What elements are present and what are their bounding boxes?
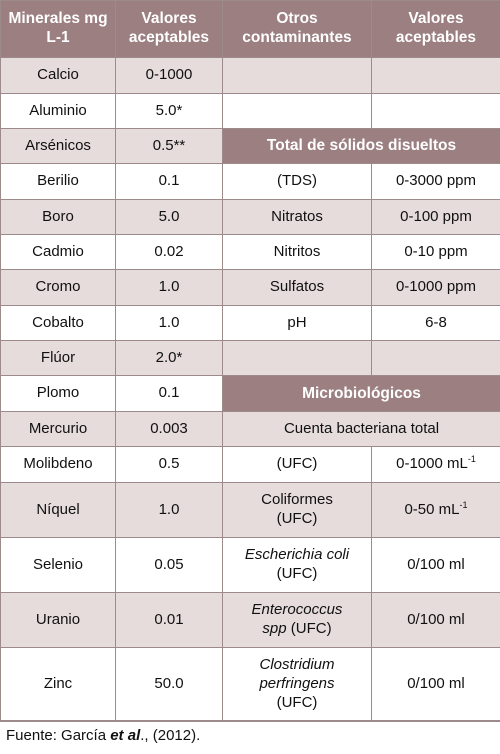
organism-unit: (UFC) — [276, 565, 318, 582]
mineral-value: 0.5** — [116, 129, 223, 164]
organism-unit: (UFC) — [276, 693, 318, 711]
mineral-name: Cadmio — [1, 235, 116, 270]
contaminant-value: 0/100 ml — [372, 648, 500, 722]
source-caption — [0, 720, 500, 754]
empty-cell — [223, 341, 372, 376]
contaminant-value — [372, 483, 500, 538]
value-exponent: -1 — [459, 499, 468, 510]
table-row — [1, 648, 500, 722]
mineral-name: Flúor — [1, 341, 116, 376]
table-row — [1, 412, 500, 447]
micro-total-count: Cuenta bacteriana total — [223, 412, 500, 447]
organism-unit: (UFC) — [290, 620, 332, 637]
mineral-name: Cobalto — [1, 306, 116, 341]
contaminant-name: pH — [223, 306, 372, 341]
mineral-name: Uranio — [1, 593, 116, 648]
table-row — [1, 447, 500, 483]
value-text: 0-1000 mL — [396, 455, 468, 473]
contaminant-value: 0/100 ml — [372, 593, 500, 648]
mineral-value: 50.0 — [116, 648, 223, 722]
table-row — [1, 593, 500, 648]
organism-name-2: perfringens — [259, 675, 335, 693]
contaminant-name: (TDS) — [223, 164, 372, 200]
contaminant-name: Nitritos — [223, 235, 372, 270]
organism-name: Clostridium — [259, 656, 335, 674]
header-valores-2: Valores aceptables — [372, 1, 500, 58]
contaminant-value: 0-3000 ppm — [372, 164, 500, 200]
empty-cell — [372, 58, 500, 94]
header-row — [1, 1, 500, 58]
table-row — [1, 306, 500, 341]
mineral-value: 0.05 — [116, 538, 223, 593]
mineral-value: 2.0* — [116, 341, 223, 376]
source-prefix: Fuente: García — [6, 727, 111, 744]
mineral-name: Cromo — [1, 270, 116, 306]
contaminant-name — [223, 538, 372, 593]
table-row — [1, 235, 500, 270]
mineral-name: Selenio — [1, 538, 116, 593]
mineral-name: Molibdeno — [1, 447, 116, 483]
header-minerales: Minerales mg L-1 — [1, 1, 116, 58]
table-row — [1, 538, 500, 593]
mineral-name: Arsénicos — [1, 129, 116, 164]
mineral-name: Mercurio — [1, 412, 116, 447]
mineral-value: 0.1 — [116, 376, 223, 412]
mineral-name: Plomo — [1, 376, 116, 412]
section-micro-title: Microbiológicos — [223, 376, 500, 412]
table-row — [1, 200, 500, 235]
mineral-value: 0.01 — [116, 593, 223, 648]
organism-name: Escherichia coli — [244, 546, 350, 564]
contaminant-value: 0/100 ml — [372, 538, 500, 593]
header-otros-contaminantes: Otros contaminantes — [223, 1, 372, 58]
table-row — [1, 270, 500, 306]
mineral-name: Boro — [1, 200, 116, 235]
table-row — [1, 341, 500, 376]
organism-name: Coliformes — [261, 491, 333, 509]
mineral-value: 1.0 — [116, 270, 223, 306]
value-text: 0-50 mL — [404, 500, 460, 518]
mineral-value: 0.02 — [116, 235, 223, 270]
header-valores-1: Valores aceptables — [116, 1, 223, 58]
contaminant-name: Nitratos — [223, 200, 372, 235]
mineral-value: 1.0 — [116, 306, 223, 341]
table-row — [1, 483, 500, 538]
source-suffix: ., (2012). — [140, 727, 201, 744]
mineral-name: Níquel — [1, 483, 116, 538]
mineral-value: 0.1 — [116, 164, 223, 200]
contaminant-name: Sulfatos — [223, 270, 372, 306]
section-tds-title: Total de sólidos disueltos — [223, 129, 500, 164]
value-exponent: -1 — [467, 454, 476, 465]
contaminant-name: (UFC) — [223, 447, 372, 483]
table-row — [1, 58, 500, 94]
mineral-name: Berilio — [1, 164, 116, 200]
empty-cell — [223, 58, 372, 94]
contaminant-name — [223, 483, 372, 538]
contaminant-value — [372, 447, 500, 483]
mineral-value: 0.003 — [116, 412, 223, 447]
organism-name: Enterococcus — [251, 601, 343, 619]
mineral-value: 5.0 — [116, 200, 223, 235]
table-row — [1, 376, 500, 412]
empty-cell — [372, 94, 500, 129]
mineral-name: Zinc — [1, 648, 116, 722]
empty-cell — [223, 94, 372, 129]
mineral-value: 1.0 — [116, 483, 223, 538]
empty-cell — [372, 341, 500, 376]
contaminant-name — [223, 593, 372, 648]
mineral-name: Calcio — [1, 58, 116, 94]
mineral-value: 5.0* — [116, 94, 223, 129]
contaminant-value: 6-8 — [372, 306, 500, 341]
organism-unit: (UFC) — [276, 510, 318, 527]
contaminant-value: 0-1000 ppm — [372, 270, 500, 306]
table-row — [1, 129, 500, 164]
mineral-value: 0-1000 — [116, 58, 223, 94]
contaminant-value: 0-10 ppm — [372, 235, 500, 270]
mineral-name: Aluminio — [1, 94, 116, 129]
contaminant-value: 0-100 ppm — [372, 200, 500, 235]
table-row — [1, 164, 500, 200]
table-row — [1, 94, 500, 129]
contaminant-name — [223, 648, 372, 722]
organism-name-2: spp — [262, 620, 287, 637]
source-italic: et al — [110, 727, 141, 744]
mineral-value: 0.5 — [116, 447, 223, 483]
